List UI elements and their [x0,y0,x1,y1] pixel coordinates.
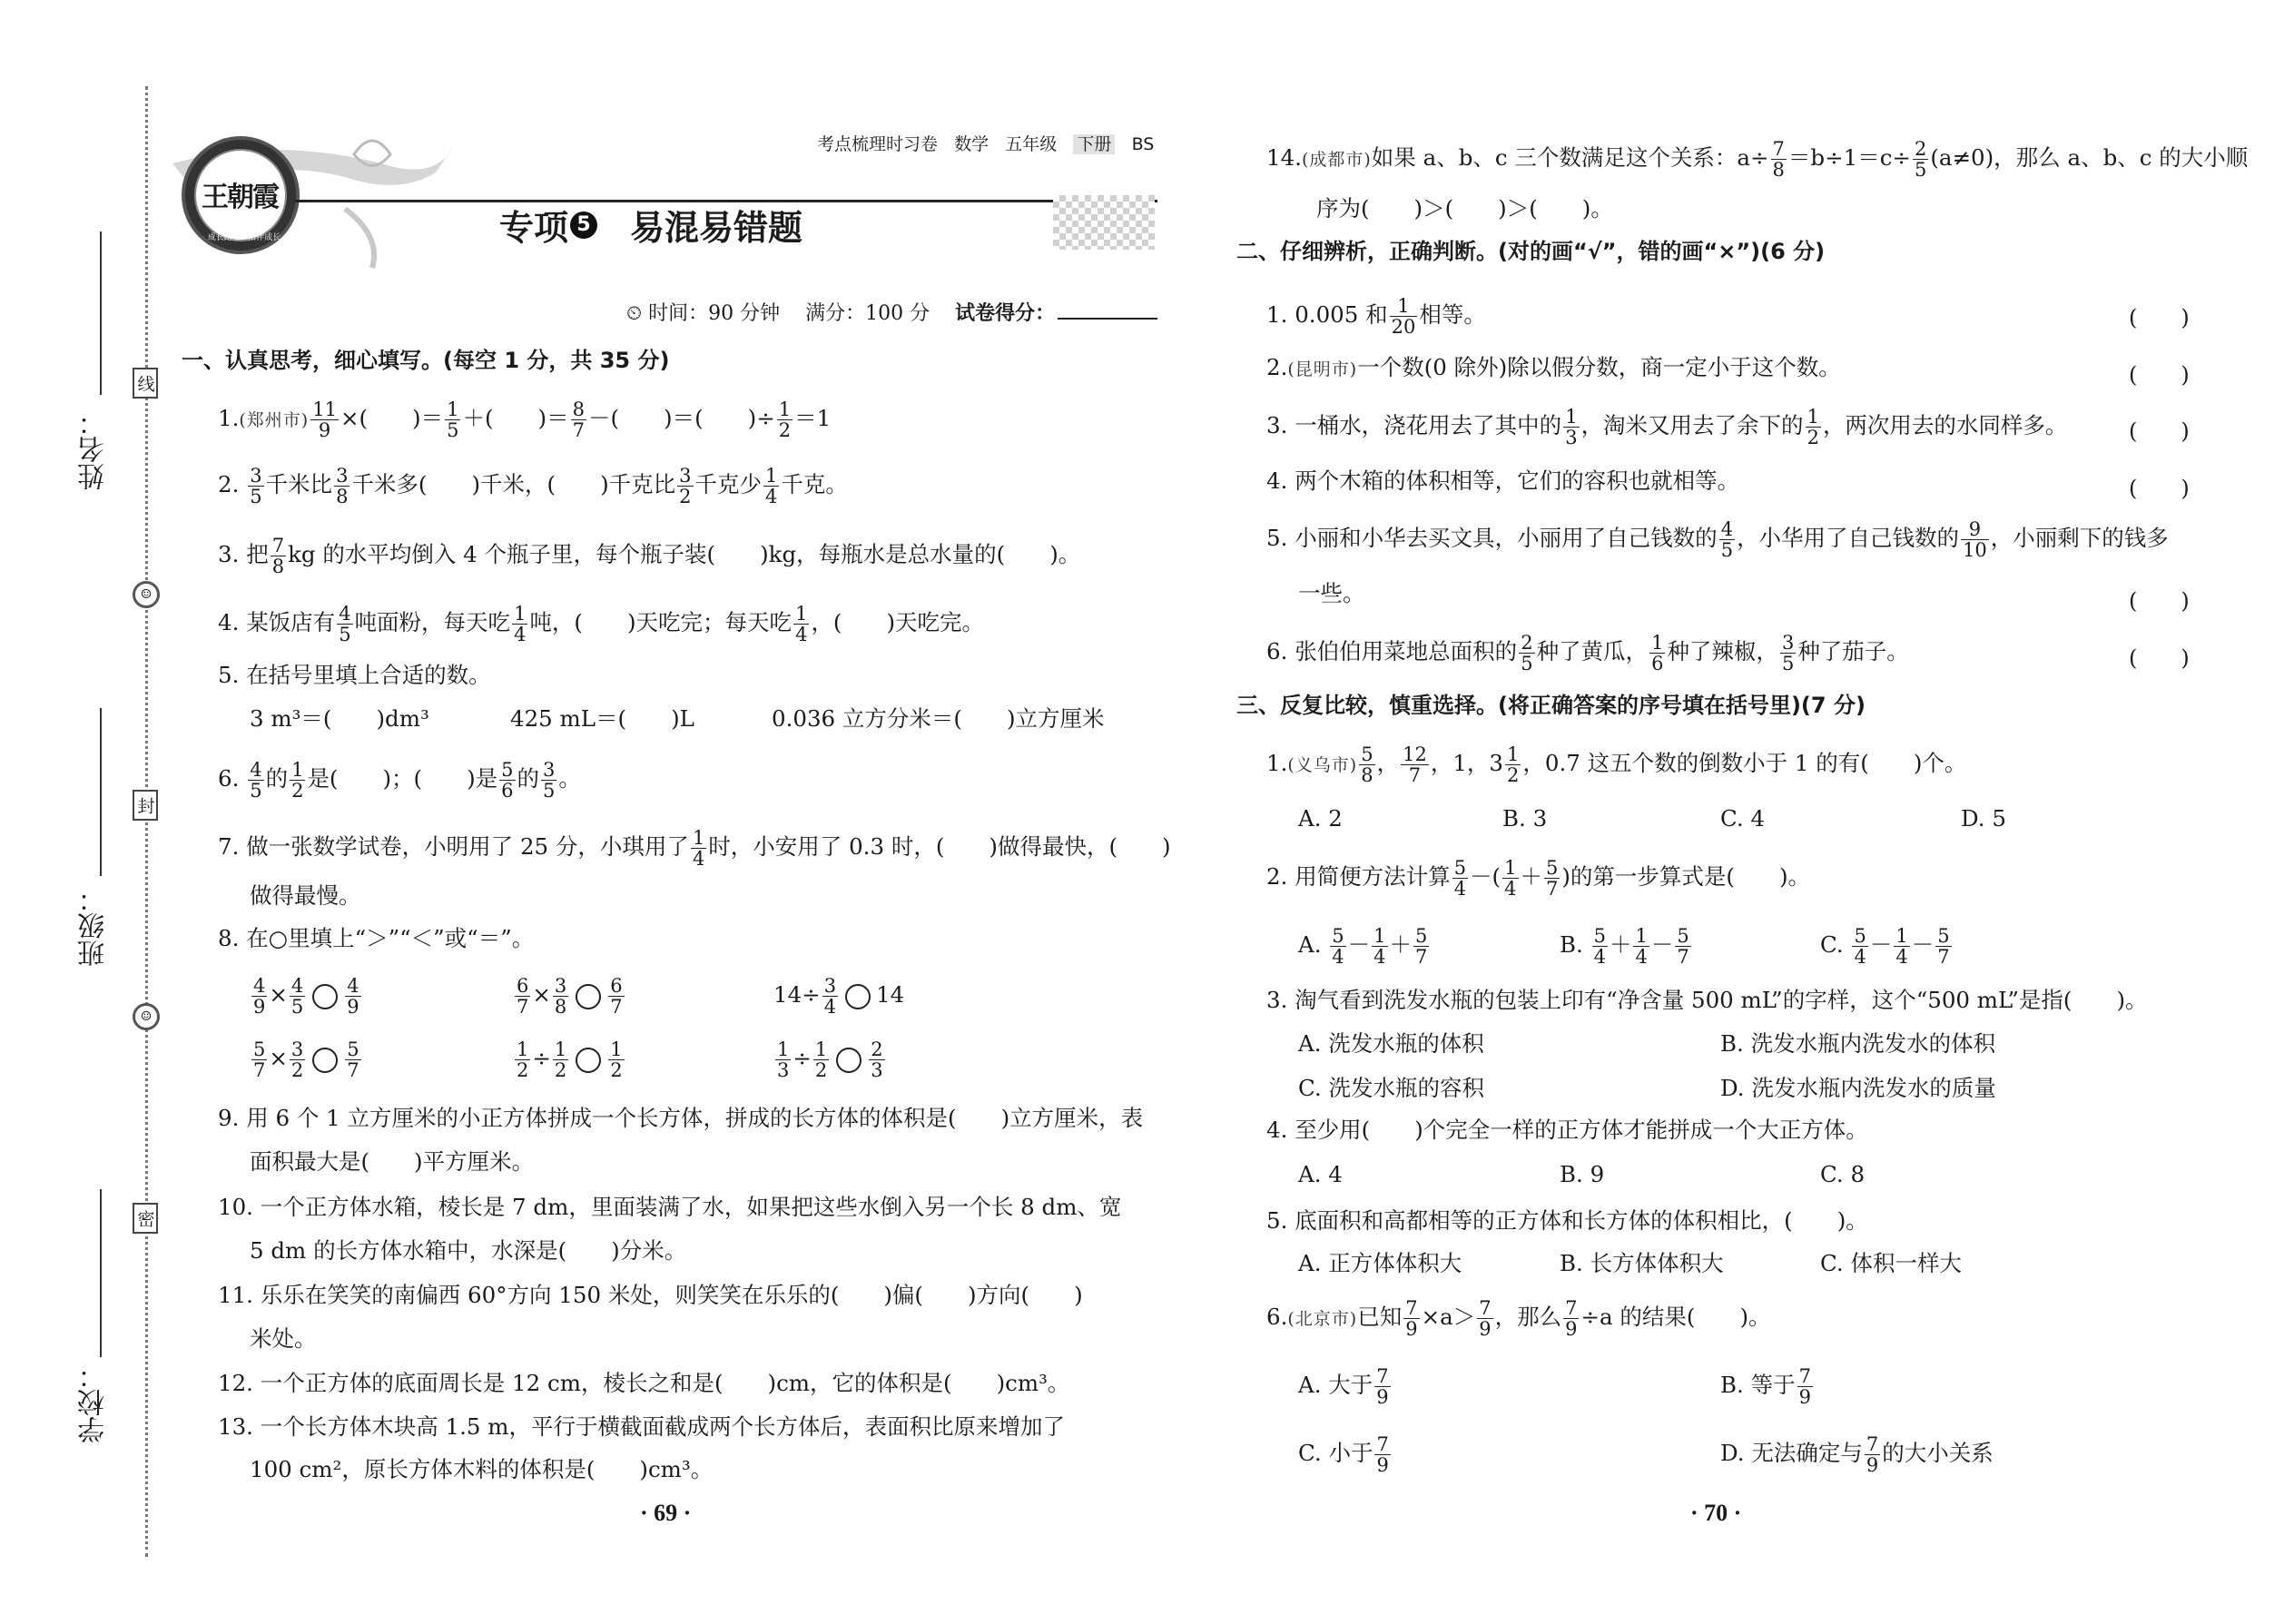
page-number-left: · 69 · [640,1500,692,1526]
title-text: 易混易错题 [630,208,803,248]
judge-answer-5[interactable]: ( ) [2129,588,2190,614]
q8-r2-1: $\frac{5}{7}$ × $\frac{3}{2}$ $\frac{5}{7}$ [253,1038,359,1082]
city-tag: (成都市) [1301,150,1372,171]
logo-text: 王朝霞 [202,182,278,213]
title-prefix: 专项 [499,208,569,248]
class-label: 班级： [78,885,110,967]
compare-circle[interactable] [312,1048,338,1073]
q11-cont: 米处。 [250,1325,317,1352]
c3-option-d[interactable]: D. 洗发水瓶内洗发水的质量 [1720,1075,1996,1101]
judge-answer-1[interactable]: ( ) [2129,305,2190,330]
c3-option-b[interactable]: B. 洗发水瓶内洗发水的体积 [1720,1030,1996,1057]
compare-circle[interactable] [836,1048,861,1073]
clock-icon: ⏲ [626,302,643,325]
judge-answer-4[interactable]: ( ) [2129,476,2190,501]
q8-r2-2: $\frac{1}{2}$ ÷ $\frac{1}{2}$ $\frac{1}{2}$ [517,1038,623,1082]
c4-option-b[interactable]: B. 9 [1560,1161,1605,1187]
compare-circle[interactable] [576,984,601,1009]
subject: 数学 [954,134,989,154]
compare-circle[interactable] [312,984,338,1009]
city-tag: (昆明市) [1287,359,1358,379]
q6: 6. $\frac{4}{5}$ 的 $\frac{1}{2}$ 是( )；( )是 $\frac{5}{6}$ 的 $\frac{3}{5}$ 。 [218,759,581,802]
binding-mark-mi: 密 [133,1203,158,1234]
c2: 2. 用简便方法计算 $\frac{5}{4}$ －( $\frac{1}{4}$ ＋ $\frac{5}{7}$ )的第一步算式是( )。 [1266,857,1811,901]
full-score: 满分：100 分 [805,302,930,325]
section-3-title: 三、反复比较，慎重选择。(将正确答案的序号填在括号里)(7 分) [1236,693,1866,718]
city-tag: (义乌市) [1287,755,1358,776]
school-line [100,1189,102,1357]
q13: 13. 一个长方体木块高 1.5 m，平行于横截面截成两个长方体后，表面积比原来增加了 [218,1413,1066,1440]
c1-option-d[interactable]: D. 5 [1961,805,2006,832]
j4: 4. 两个木箱的体积相等，它们的容积也就相等。 [1266,468,1740,494]
j3: 3. 一桶水，浇花用去了其中的 $\frac{1}{3}$ ，淘米又用去了余下的 $\frac{1}{2}$ ，两次用去的水同样多。 [1266,406,2068,449]
q2: 2. $\frac{3}{5}$ 千米比 $\frac{3}{8}$ 千米多( )千米，( )千克比 $\frac{3}{2}$ 千克少 $\frac{1}{4}$ 千克。 [218,465,848,508]
q5-item-1: 3 m³＝( )dm³ [250,705,429,732]
binding-mark-feng: 封 [133,790,158,821]
logo-sub: 成长路上 · 陪伴成长 [207,233,281,242]
score-label: 试卷得分： [955,302,1056,325]
c4-option-c[interactable]: C. 8 [1820,1161,1866,1187]
j6: 6. 张伯伯用菜地总面积的 $\frac{2}{5}$ 种了黄瓜， $\frac{1}{6}$ 种了辣椒， $\frac{3}{5}$ 种了茄子。 [1266,632,1909,675]
q11: 11. 乐乐在笑笑的南偏西 60°方向 150 米处，则笑笑在乐乐的( )偏( )方向( ) [218,1282,1083,1308]
series-name: 考点梳理时习卷 [817,134,939,154]
j5: 5. 小丽和小华去买文具，小丽用了自己钱数的 $\frac{4}{5}$ ，小华用了自己钱数的 $\frac{9}{10}$ ，小丽剩下的钱多 [1266,518,2169,562]
q14-cont: 序为( )＞( )＞( )。 [1316,195,1613,221]
j2: 2.(昆明市)一个数(0 除外)除以假分数，商一定小于这个数。 [1266,354,1841,380]
page-title [499,200,802,250]
name-label: 姓名： [78,408,110,490]
c3-option-c[interactable]: C. 洗发水瓶的容积 [1298,1075,1484,1101]
city-tag: (北京市) [1287,1309,1358,1330]
time-limit: 时间：90 分钟 [648,302,781,325]
c6-option-d[interactable]: D. 无法确定与 $\frac{7}{9}$ 的大小关系 [1720,1433,1994,1477]
binding-ring-icon: ☺ [133,1003,160,1030]
binding-ring-icon: ☺ [133,581,160,608]
q4: 4. 某饭店有 $\frac{4}{5}$ 吨面粉，每天吃 $\frac{1}{4}$ 吨，( )天吃完；每天吃 $\frac{1}{4}$ ，( )天吃完。 [218,603,985,646]
q10-cont: 5 dm 的长方体水箱中，水深是( )分米。 [250,1237,687,1264]
q5-item-3: 0.036 立方分米＝( )立方厘米 [772,705,1105,732]
school-label: 学校： [78,1362,110,1443]
q9-cont: 面积最大是( )平方厘米。 [250,1148,535,1175]
class-line [100,708,102,876]
city-tag: (郑州市) [239,410,310,431]
c1-option-c[interactable]: C. 4 [1720,805,1766,832]
section-1-title: 一、认真思考，细心填写。(每空 1 分，共 35 分) [182,348,670,373]
c5-option-a[interactable]: A. 正方体体积大 [1298,1250,1462,1276]
compare-circle[interactable] [576,1048,601,1073]
c6-option-c[interactable]: C. 小于 $\frac{7}{9}$ [1298,1433,1389,1477]
edition: BS [1131,134,1155,154]
c6: 6.(北京市)已知 $\frac{7}{9}$ ×a＞ $\frac{7}{9}$ ，那么 $\frac{7}{9}$ ÷a 的结果( )。 [1266,1297,1771,1341]
c2-option-a[interactable]: A. $\frac{5}{4}$ － $\frac{1}{4}$ ＋ $\frac{5}{7}$ [1298,925,1428,969]
q12: 12. 一个正方体的底面周长是 12 cm，棱长之和是( )cm，它的体积是( )cm³。 [218,1370,1070,1396]
q8-r1-2: $\frac{6}{7}$ × $\frac{3}{8}$ $\frac{6}{7}$ [517,975,623,1019]
q5-item-2: 425 mL＝( )L [510,705,694,732]
q7: 7. 做一张数学试卷，小明用了 25 分，小琪用了 $\frac{1}{4}$ 时，小安用了 0.3 时，( )做得最快，( ) [218,827,1171,871]
c3: 3. 淘气看到洗发水瓶的包装上印有“净含量 500 mL”的字样，这个“500 mL”是指( )。 [1266,987,2148,1013]
q8-r2-3: $\frac{1}{3}$ ÷ $\frac{1}{2}$ $\frac{2}{3}$ [777,1038,883,1082]
name-line [100,231,102,395]
page-number-right: · 70 · [1690,1500,1742,1526]
c3-option-a[interactable]: A. 洗发水瓶的体积 [1298,1030,1484,1057]
judge-answer-6[interactable]: ( ) [2129,645,2190,671]
c5-option-c[interactable]: C. 体积一样大 [1820,1250,1962,1276]
section-2-title: 二、仔细辨析，正确判断。(对的画“√”，错的画“×”)(6 分) [1236,239,1826,264]
compare-circle[interactable] [845,984,871,1009]
c2-option-b[interactable]: B. $\frac{5}{4}$ ＋ $\frac{1}{4}$ － $\frac{5}{7}$ [1560,925,1689,969]
q8: 8. 在○里填上“＞”“＜”或“＝”。 [218,925,535,951]
term: 下册 [1073,134,1115,154]
c2-option-c[interactable]: C. $\frac{5}{4}$ － $\frac{1}{4}$ － $\frac{5}{7}$ [1820,925,1950,969]
c5-option-b[interactable]: B. 长方体体积大 [1560,1250,1724,1276]
c5: 5. 底面积和高都相等的正方体和长方体的体积相比，( )。 [1266,1207,1868,1234]
q3: 3. 把 $\frac{7}{8}$ kg 的水平均倒入 4 个瓶子里，每个瓶子装( )kg，每瓶水是总水量的( )。 [218,535,1081,578]
brand-logo [182,136,300,254]
score-input[interactable] [1058,318,1157,320]
binding-dotted-line [145,86,148,1557]
q13-cont: 100 cm²，原长方体木料的体积是( )cm³。 [250,1456,714,1482]
grade: 五年级 [1005,134,1058,154]
binding-mark-xian: 线 [133,368,158,399]
title-number-badge: 5 [570,212,597,239]
j5-cont: 一些。 [1298,580,1365,606]
checker-decoration [1053,195,1155,250]
judge-answer-3[interactable]: ( ) [2129,418,2190,444]
q8-r1-1: $\frac{4}{9}$ × $\frac{4}{5}$ $\frac{4}{9}$ [253,975,359,1019]
c4: 4. 至少用( )个完全一样的正方体才能拼成一个大正方体。 [1266,1117,1868,1143]
c1-option-b[interactable]: B. 3 [1502,805,1548,832]
q9: 9. 用 6 个 1 立方厘米的小正方体拼成一个长方体，拼成的长方体的体积是( )立方厘米，表 [218,1105,1144,1131]
q8-r1-3: 14÷ $\frac{3}{4}$ 14 [773,975,905,1019]
judge-answer-2[interactable]: ( ) [2129,362,2190,388]
c4-option-a[interactable]: A. 4 [1298,1161,1343,1187]
q5: 5. 在括号里填上合适的数。 [218,662,491,688]
c1-option-a[interactable]: A. 2 [1298,805,1343,832]
series-info [817,131,1154,155]
c6-option-b[interactable]: B. 等于 $\frac{7}{9}$ [1720,1365,1811,1409]
c6-option-a[interactable]: A. 大于 $\frac{7}{9}$ [1298,1365,1389,1409]
q10: 10. 一个正方体水箱，棱长是 7 dm，里面装满了水，如果把这些水倒入另一个长 8 dm、宽 [218,1194,1122,1220]
q1: 1.(郑州市) $\frac{11}{9}$ ×( )＝ $\frac{1}{5}$ ＋( )＝ $\frac{8}{7}$ －( )＝( )÷ $\frac{1}{2}$ ＝1 [218,399,832,442]
q14: 14.(成都市)如果 a、b、c 三个数满足这个关系：a÷ $\frac{7}{8}$ ＝b÷1＝c÷ $\frac{2}{5}$ (a≠0)，那么 a、b、c 的大小顺 [1266,138,2249,182]
c1: 1.(义乌市) $\frac{5}{8}$ ， $\frac{12}{7}$ ，1，3 $\frac{1}{2}$ ，0.7 这五个数的倒数小于 1 的有( )个。 [1266,743,1967,787]
q7-cont: 做得最慢。 [250,882,361,909]
j1: 1. 0.005 和 $\frac{1}{20}$ 相等。 [1266,295,1486,339]
exam-meta [626,298,1055,326]
